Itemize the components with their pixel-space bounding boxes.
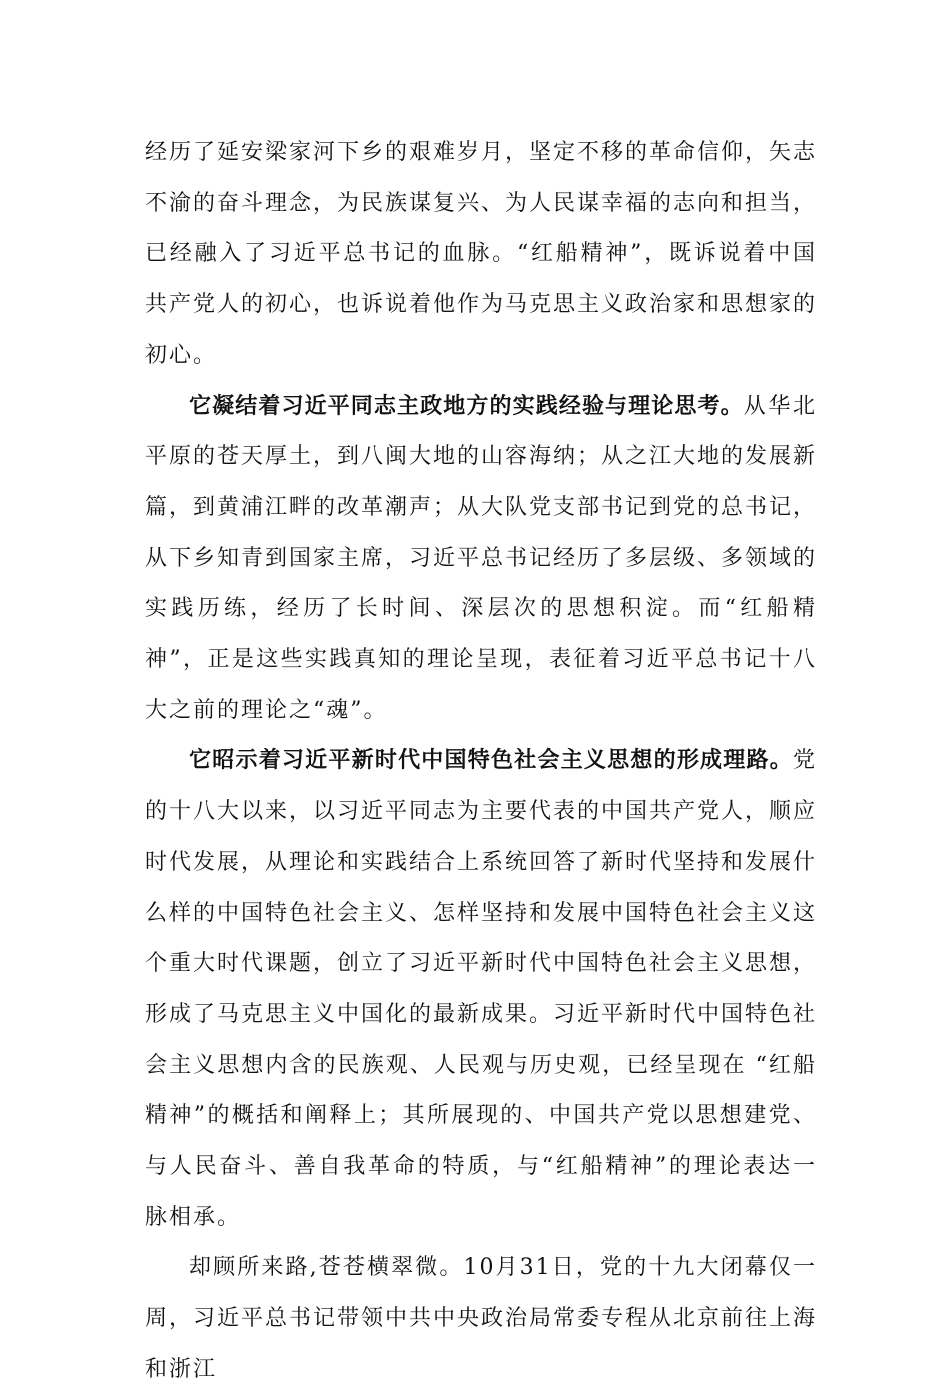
paragraph-2-heading: 它凝结着习近平同志主政地方的实践经验与理论思考。: [189, 393, 744, 419]
paragraph-3-heading: 它昭示着习近平新时代中国特色社会主义思想的形成理路。: [189, 748, 793, 774]
paragraph-1-text: 经历了延安梁家河下乡的艰难岁月，坚定不移的革命信仰，矢志不渝的奋斗理念，为民族谋复兴、为人民谋幸福的志向和担当，已经融入了习近平总书记的血脉。“红船精神”，既诉说着中国共产党人的初心，也诉说着他作为马克思主义政治家和思想家的初心。: [145, 140, 818, 368]
paragraph-2: [145, 382, 817, 737]
paragraph-2-text: 从华北平原的苍天厚土，到八闽大地的山容海纳；从之江大地的发展新篇，到黄浦江畔的改革潮声；从大队党支部书记到党的总书记，从下乡知青到国家主席，习近平总书记经历了多层级、多领域的实践历练，经历了长时间、深层次的思想积淀。而“红船精神”，正是这些实践真知的理论呈现，表征着习近平总书记十八大之前的理论之“魂”。: [145, 393, 818, 723]
paragraph-3-text: 党的十八大以来，以习近平同志为主要代表的中国共产党人，顺应时代发展，从理论和实践结合上系统回答了新时代坚持和发展什么样的中国特色社会主义、怎样坚持和发展中国特色社会主义这个重大时代课题，创立了习近平新时代中国特色社会主义思想，形成了马克思主义中国化的最新成果。习近平新时代中国特色社会主义思想内含的民族观、人民观与历史观，已经呈现在 “红船精神”的概括和阐释上；其所展现的、中国共产党以思想建党、与人民奋斗、善自我革命的特质，与“红船精神”的理论表达一脉相承。: [145, 748, 818, 1230]
document-body: [145, 128, 817, 1396]
paragraph-3: [145, 736, 817, 1243]
paragraph-1: [145, 128, 817, 382]
paragraph-4-text: 却顾所来路,苍苍横翠微。10月31日，党的十九大闭幕仅一周，习近平总书记带领中共中央政治局常委专程从北京前往上海和浙江: [145, 1255, 818, 1382]
paragraph-4: [145, 1243, 817, 1395]
